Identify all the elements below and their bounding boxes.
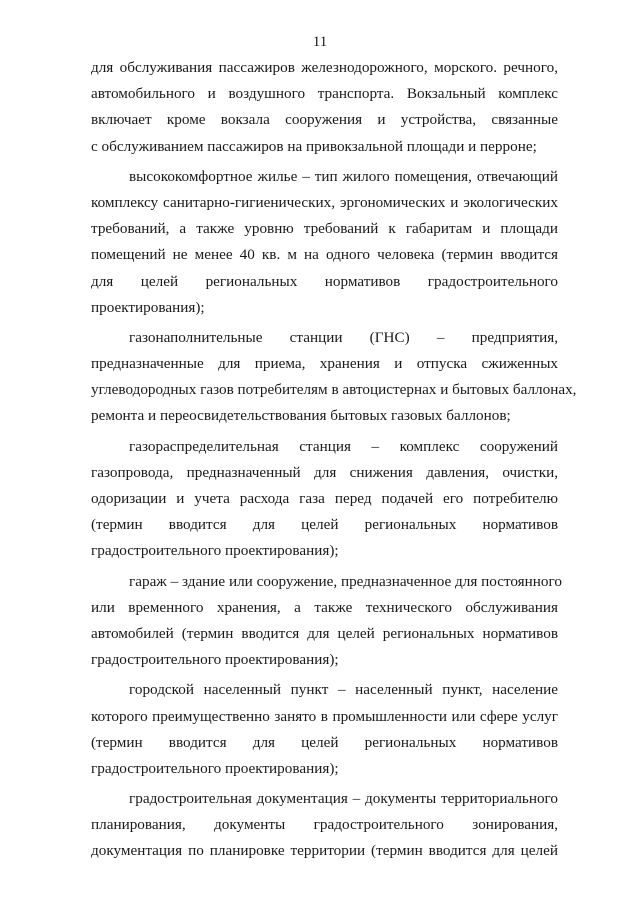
paragraph-gorodskoy — [91, 677, 558, 782]
paragraph-vokzal — [91, 55, 558, 160]
text-line: градостроительная документация – документы территориального — [129, 790, 558, 808]
text-line: городской населенный пункт – населенный пункт, население — [129, 681, 558, 699]
text-line: градостроительного проектирования); — [91, 759, 339, 777]
paragraph-garazh — [91, 569, 562, 674]
paragraph-gns — [91, 325, 577, 430]
text-line: газораспределительная станция – комплекс сооружений — [129, 437, 558, 455]
text-line: для целей региональных нормативов градостроительного — [91, 272, 558, 290]
text-line: гараж – здание или сооружение, предназначенное для постоянного — [129, 572, 562, 590]
paragraph-grs — [91, 434, 558, 565]
text-line: или временного хранения, а также технического обслуживания — [91, 598, 558, 616]
text-line: газонаполнительные станции (ГНС) – предприятия, — [129, 328, 558, 346]
text-line: автомобильного и воздушного транспорта. Вокзальный комплекс — [91, 85, 558, 103]
text-line: проектирования); — [91, 298, 205, 316]
text-line: планирования, документы градостроительного зонирования, — [91, 816, 558, 834]
text-line: газопровода, предназначенный для снижения давления, очистки, — [91, 463, 558, 481]
text-line: которого преимущественно занято в промышленности или сфере услуг — [91, 707, 558, 725]
page-number: 11 — [312, 34, 328, 50]
text-line: градостроительного проектирования); — [91, 542, 339, 560]
text-line: градостроительного проектирования); — [91, 651, 339, 669]
paragraph-gradostroitelnaya — [91, 786, 558, 865]
text-line: высококомфортное жилье – тип жилого помещения, отвечающий — [129, 167, 558, 185]
text-line: включает кроме вокзала сооружения и устройства, связанные — [91, 111, 558, 129]
text-line: для обслуживания пассажиров железнодорожного, морского. речного, — [91, 59, 558, 76]
text-line: помещений не менее 40 кв. м на одного человека (термин вводится — [91, 246, 558, 264]
text-line: с обслуживанием пассажиров на привокзальной площади и перроне; — [91, 137, 537, 155]
paragraph-zhilye — [91, 164, 558, 321]
text-line: документация по планировке территории (термин вводится для целей — [91, 842, 558, 860]
text-line: автомобилей (термин вводится для целей региональных нормативов — [91, 624, 558, 642]
text-line: требований, а также уровню требований к габаритам и площади — [91, 220, 558, 238]
text-line: одоризации и учета расхода газа перед подачей его потребителю — [91, 490, 558, 507]
text-line: углеводородных газов потребителям в автоцистернах и бытовых баллонах, — [91, 381, 577, 399]
document-body — [91, 55, 577, 865]
text-line: (термин вводится для целей региональных нормативов — [91, 516, 558, 534]
text-line: комплексу санитарно-гигиенических, эргономических и экологических — [91, 193, 558, 211]
text-line: ремонта и переосвидетельствования бытовых газовых баллонов; — [91, 407, 511, 425]
text-line: (термин вводится для целей региональных нормативов — [91, 733, 558, 751]
text-line: предназначенные для приема, хранения и отпуска сжиженных — [91, 355, 558, 373]
